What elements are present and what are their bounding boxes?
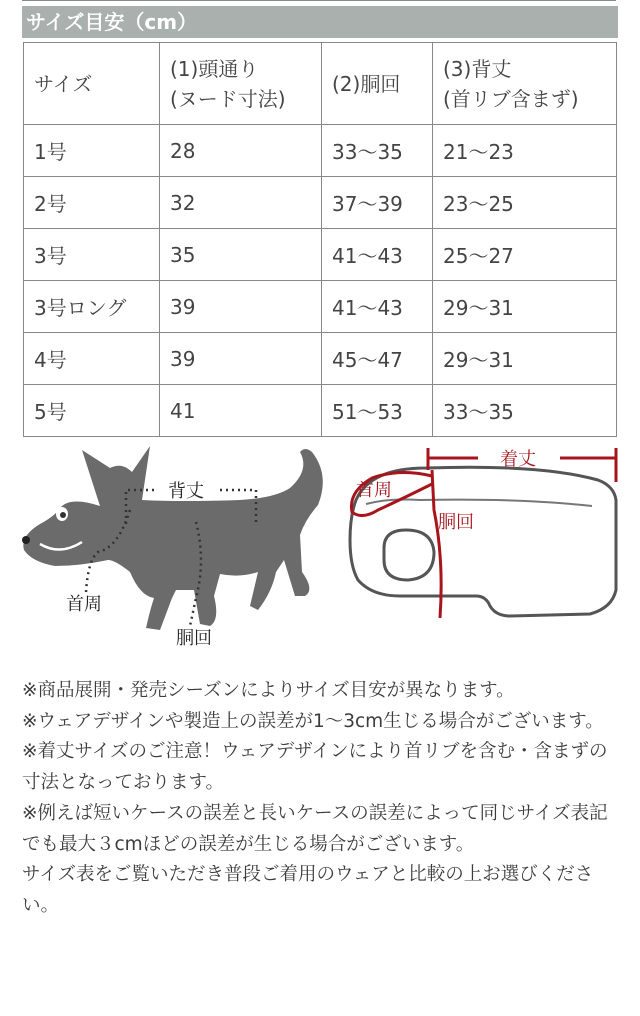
table-row xyxy=(24,125,617,177)
cell-chest: 41〜43 xyxy=(322,229,433,281)
garment-armhole xyxy=(384,530,434,580)
note-text: ※商品展開・発売シーズンによりサイズ目安が異なります。 xyxy=(22,680,515,701)
cell-size: 3号ロング xyxy=(24,281,160,333)
table-row xyxy=(24,333,617,385)
cell-head: 39 xyxy=(160,333,322,385)
dog-chest-label: 胴回 xyxy=(176,628,212,649)
note-text: ※着丈サイズのご注意！ウェアデザインにより首リブを含む・含まずの寸法となっております。 xyxy=(22,741,608,794)
cell-back: 25〜27 xyxy=(433,229,617,281)
dog-nose xyxy=(22,536,30,544)
cell-size: 5号 xyxy=(24,385,160,437)
cell-back: 23〜25 xyxy=(433,177,617,229)
size-guide-header: サイズ目安（cm） xyxy=(22,6,618,38)
notes-section xyxy=(22,676,622,922)
cell-size: 4号 xyxy=(24,333,160,385)
table-row xyxy=(24,281,617,333)
dog-pupil xyxy=(60,512,66,518)
top-rule xyxy=(22,0,616,5)
column-header-head: (1)頭通り (ヌード寸法) xyxy=(160,43,322,125)
cell-back: 21〜23 xyxy=(433,125,617,177)
cell-chest: 41〜43 xyxy=(322,281,433,333)
cell-size: 3号 xyxy=(24,229,160,281)
cell-chest: 51〜53 xyxy=(322,385,433,437)
column-header-size: サイズ xyxy=(24,43,160,125)
garment-chest-label: 胴回 xyxy=(438,512,474,533)
cell-chest: 45〜47 xyxy=(322,333,433,385)
cell-head: 39 xyxy=(160,281,322,333)
cell-head: 32 xyxy=(160,177,322,229)
dog-back-label: 背丈 xyxy=(168,481,204,502)
cell-back: 33〜35 xyxy=(433,385,617,437)
note-text: サイズ表をご覧いただき普段ご着用のウェアと比較の上お選びください。 xyxy=(22,864,594,916)
cell-head: 41 xyxy=(160,385,322,437)
table-row xyxy=(24,177,617,229)
table-header-row xyxy=(24,43,617,125)
table-row xyxy=(24,229,617,281)
size-table xyxy=(23,42,617,437)
column-header-chest: (2)胴回 xyxy=(322,43,433,125)
measurement-illustrations xyxy=(0,436,640,666)
table-row xyxy=(24,385,617,437)
column-header-back: (3)背丈 (首リブ含まず) xyxy=(433,43,617,125)
note-text: ※例えば短いケースの誤差と長いケースの誤差によって同じサイズ表記でも最大３cmほどの誤差が生じる場合がございます。 xyxy=(22,802,608,855)
note-text: ※ウェアデザインや製造上の誤差が1〜3cm生じる場合がございます。 xyxy=(22,710,604,732)
cell-head: 35 xyxy=(160,229,322,281)
cell-size: 1号 xyxy=(24,125,160,177)
cell-chest: 37〜39 xyxy=(322,177,433,229)
cell-back: 29〜31 xyxy=(433,333,617,385)
garment-length-label: 着丈 xyxy=(500,449,536,470)
cell-chest: 33〜35 xyxy=(322,125,433,177)
cell-back: 29〜31 xyxy=(433,281,617,333)
garment-neck-label: 首周 xyxy=(356,480,392,501)
cell-head: 28 xyxy=(160,125,322,177)
cell-size: 2号 xyxy=(24,177,160,229)
dog-neck-label: 首周 xyxy=(66,594,102,615)
